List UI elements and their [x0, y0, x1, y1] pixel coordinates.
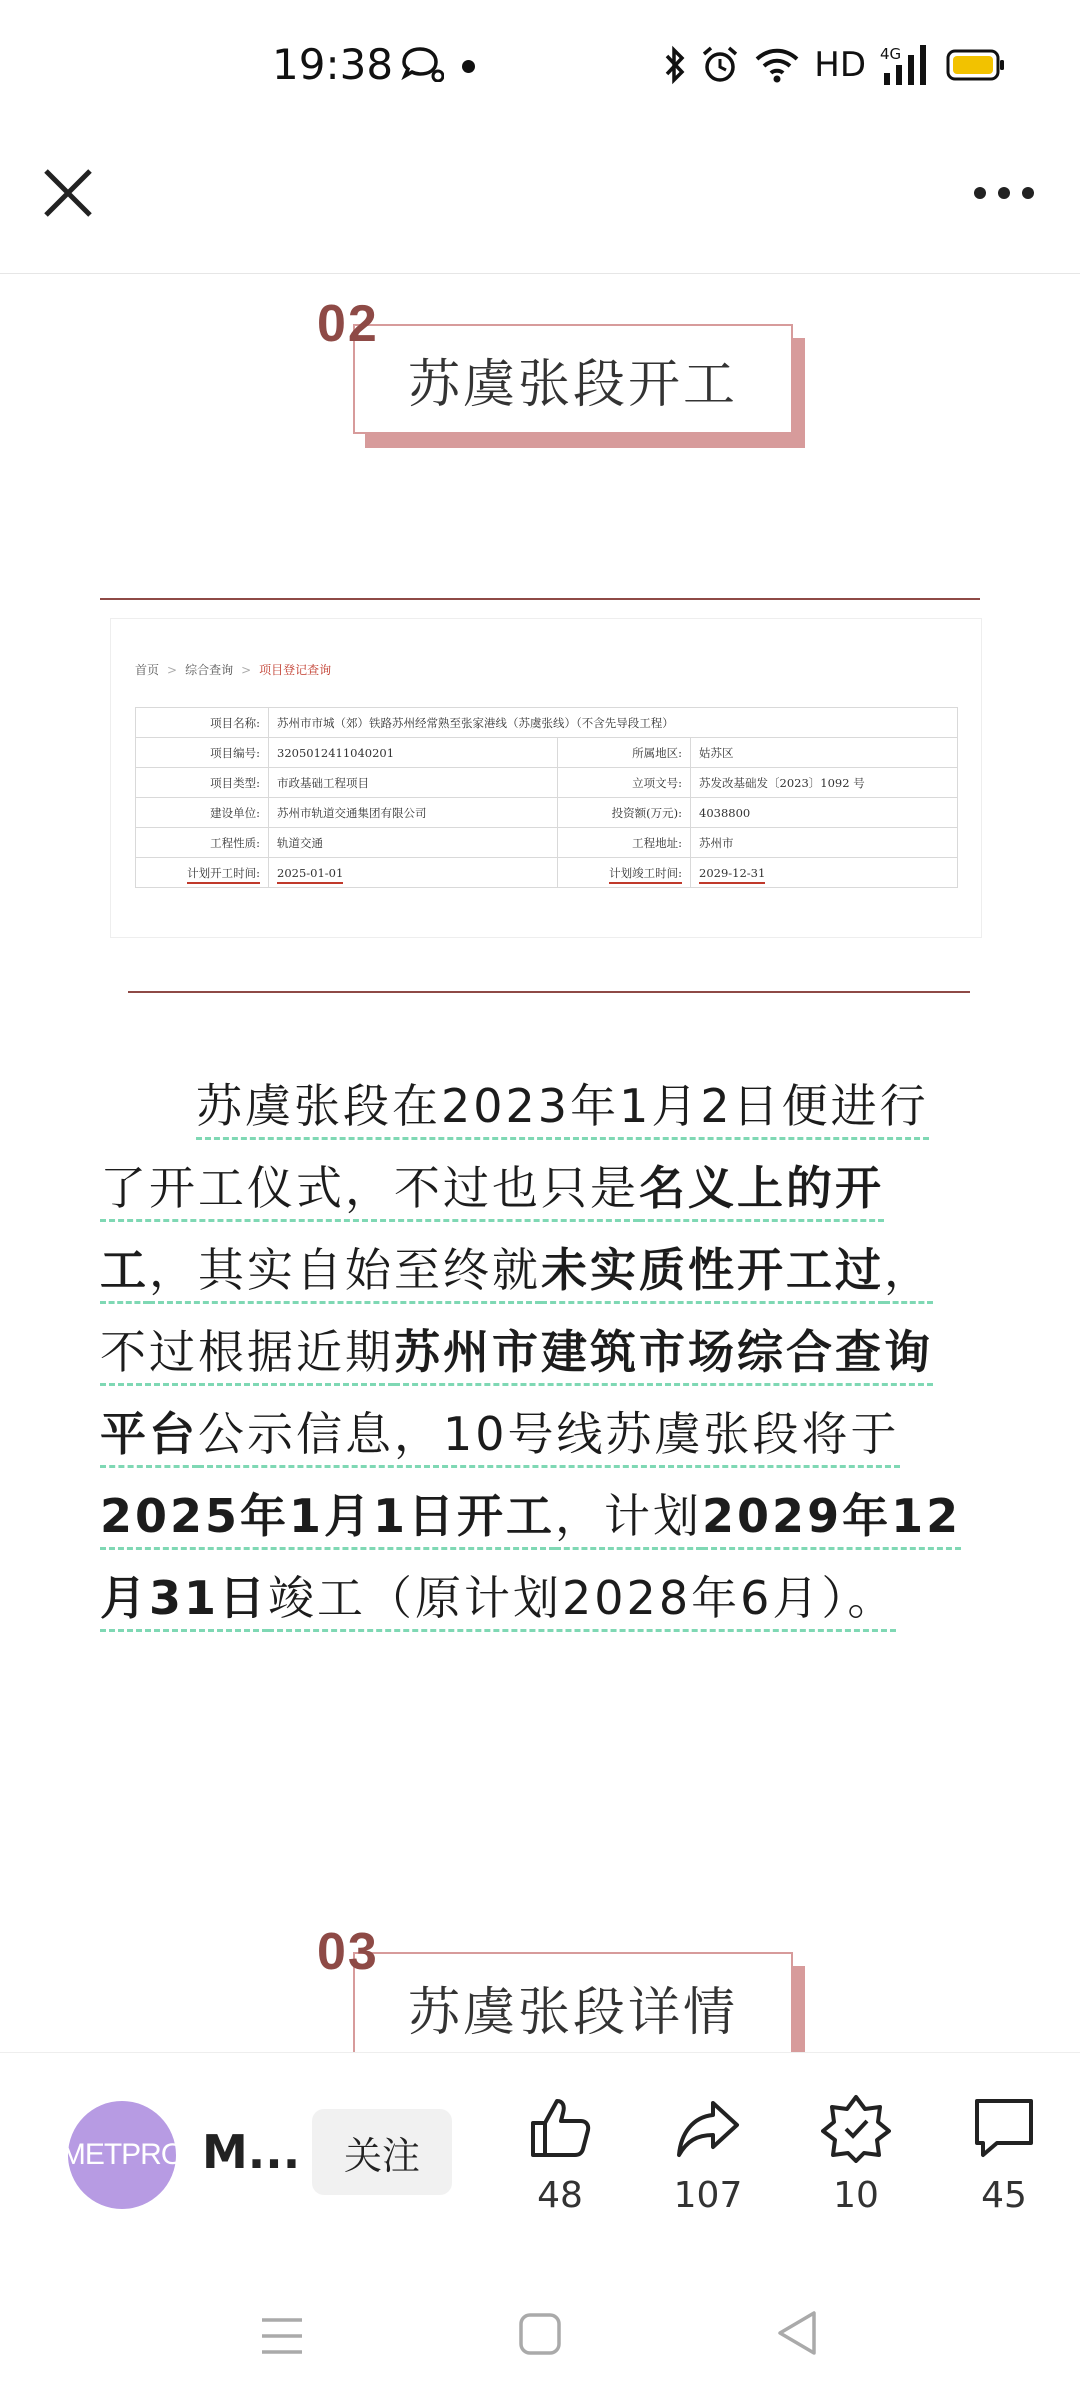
- svg-text:4G: 4G: [880, 45, 902, 63]
- section-title: 苏虞张段开工: [407, 354, 738, 415]
- table-row: [136, 738, 958, 768]
- table-label-cell: [558, 858, 691, 888]
- breadcrumb-current: 项目登记查询: [259, 663, 332, 677]
- table-row: [136, 768, 958, 798]
- table-row: [136, 798, 958, 828]
- star-badge-icon: [821, 2093, 891, 2163]
- text-run: ，不过根据近期: [100, 1243, 933, 1386]
- breadcrumb: 首页 > 综合查询 > 项目登记查询: [135, 663, 332, 677]
- table-value: 苏发改基础发〔2023〕1092 号: [691, 768, 958, 798]
- planned-start-label: 计划开工时间:: [187, 866, 260, 884]
- status-time: 19:38: [272, 40, 394, 89]
- planned-start-date: 2025-01-01: [277, 866, 343, 884]
- more-options-button[interactable]: [964, 161, 1044, 225]
- table-value: 苏州市市城（郊）铁路苏州经常熟至张家港线（苏虞张线）（不含先导段工程）: [269, 708, 958, 738]
- table-label: 项目名称:: [136, 708, 269, 738]
- hd-label: HD: [814, 45, 866, 85]
- bottom-action-bar: [0, 2052, 1080, 2279]
- close-button[interactable]: [36, 161, 100, 225]
- table-row: [136, 858, 958, 888]
- planned-end-label: 计划竣工时间:: [609, 866, 682, 884]
- table-label: 建设单位:: [136, 798, 269, 828]
- table-label-cell: [136, 858, 269, 888]
- comment-count: 45: [981, 2175, 1027, 2216]
- signal-4g-icon: [880, 43, 932, 87]
- table-value: 苏州市: [691, 828, 958, 858]
- battery-icon: [946, 48, 1006, 82]
- collect-button[interactable]: [796, 2093, 916, 2216]
- section-number: 03: [317, 1923, 379, 1981]
- share-count: 107: [673, 2175, 743, 2216]
- table-label: 投资额(万元):: [558, 798, 691, 828]
- wifi-icon: [754, 46, 800, 84]
- table-label: 所属地区:: [558, 738, 691, 768]
- home-square-icon[interactable]: [516, 2310, 564, 2358]
- bold-text: 名义上的开工: [100, 1161, 884, 1304]
- bold-text: 未实质性开工过: [541, 1243, 884, 1304]
- table-value: 苏州市轨道交通集团有限公司: [269, 798, 558, 828]
- thumbs-up-icon: [525, 2093, 595, 2163]
- bold-text: 2025年1月1日开工: [100, 1489, 555, 1550]
- collect-count: 10: [833, 2175, 879, 2216]
- divider-line: [100, 598, 980, 600]
- top-navigation-bar: [0, 135, 1080, 274]
- divider-line: [128, 991, 970, 993]
- share-button[interactable]: [648, 2093, 768, 2216]
- article-paragraph: [100, 1065, 970, 1639]
- follow-button[interactable]: 关注: [312, 2109, 452, 2195]
- like-button[interactable]: [500, 2093, 620, 2216]
- text-run: ，计划: [555, 1489, 702, 1550]
- breadcrumb-query: 综合查询: [185, 663, 234, 677]
- comment-button[interactable]: [944, 2093, 1064, 2216]
- text-run: 苏虞张段在2023年1月2日便进行了开工仪式，不过也只是: [100, 1079, 929, 1222]
- bold-text: 2029年12月31日: [100, 1489, 961, 1632]
- table-value: 4038800: [691, 798, 958, 828]
- like-count: 48: [537, 2175, 583, 2216]
- back-triangle-icon[interactable]: [774, 2308, 820, 2358]
- table-value: 市政基础工程项目: [269, 768, 558, 798]
- section-title: 苏虞张段详情: [407, 1982, 738, 2043]
- author-name[interactable]: M...: [202, 2125, 301, 2179]
- system-navigation-bar: [0, 2278, 1080, 2400]
- text-run: 公示信息，10号线苏虞张段将于: [198, 1407, 900, 1468]
- bluetooth-icon: [664, 45, 686, 85]
- status-bar: [0, 0, 1080, 135]
- planned-end-date: 2029-12-31: [699, 866, 765, 884]
- alarm-icon: [700, 45, 740, 85]
- share-arrow-icon: [673, 2093, 743, 2163]
- project-info-table: [135, 707, 958, 888]
- table-label: 立项文号:: [558, 768, 691, 798]
- bold-text: 苏州市建筑市场综合查询平台: [100, 1325, 933, 1468]
- table-label: 项目类型:: [136, 768, 269, 798]
- table-label: 工程地址:: [558, 828, 691, 858]
- table-row: [136, 708, 958, 738]
- article-body: [100, 1065, 970, 1639]
- notification-dot: [462, 60, 475, 73]
- section-header-03: [317, 1922, 807, 2052]
- table-value: 姑苏区: [691, 738, 958, 768]
- table-value-cell: [269, 858, 558, 888]
- table-value-cell: [691, 858, 958, 888]
- table-row: [136, 828, 958, 858]
- status-icons: [664, 40, 1006, 90]
- menu-lines-icon[interactable]: [258, 2314, 306, 2358]
- table-value: 轨道交通: [269, 828, 558, 858]
- section-number: 02: [317, 295, 379, 353]
- text-run: ，其实自始至终就: [149, 1243, 541, 1304]
- author-avatar[interactable]: METPRO: [68, 2101, 176, 2209]
- table-value: 3205012411040201: [269, 738, 558, 768]
- chat-notification-icon: [400, 46, 444, 82]
- breadcrumb-home: 首页: [135, 663, 160, 677]
- text-run: 竣工（原计划2028年6月）。: [268, 1571, 896, 1632]
- section-header-02: [317, 294, 807, 424]
- table-label: 工程性质:: [136, 828, 269, 858]
- comment-bubble-icon: [969, 2093, 1039, 2163]
- project-registration-screenshot[interactable]: [110, 618, 982, 938]
- table-label: 项目编号:: [136, 738, 269, 768]
